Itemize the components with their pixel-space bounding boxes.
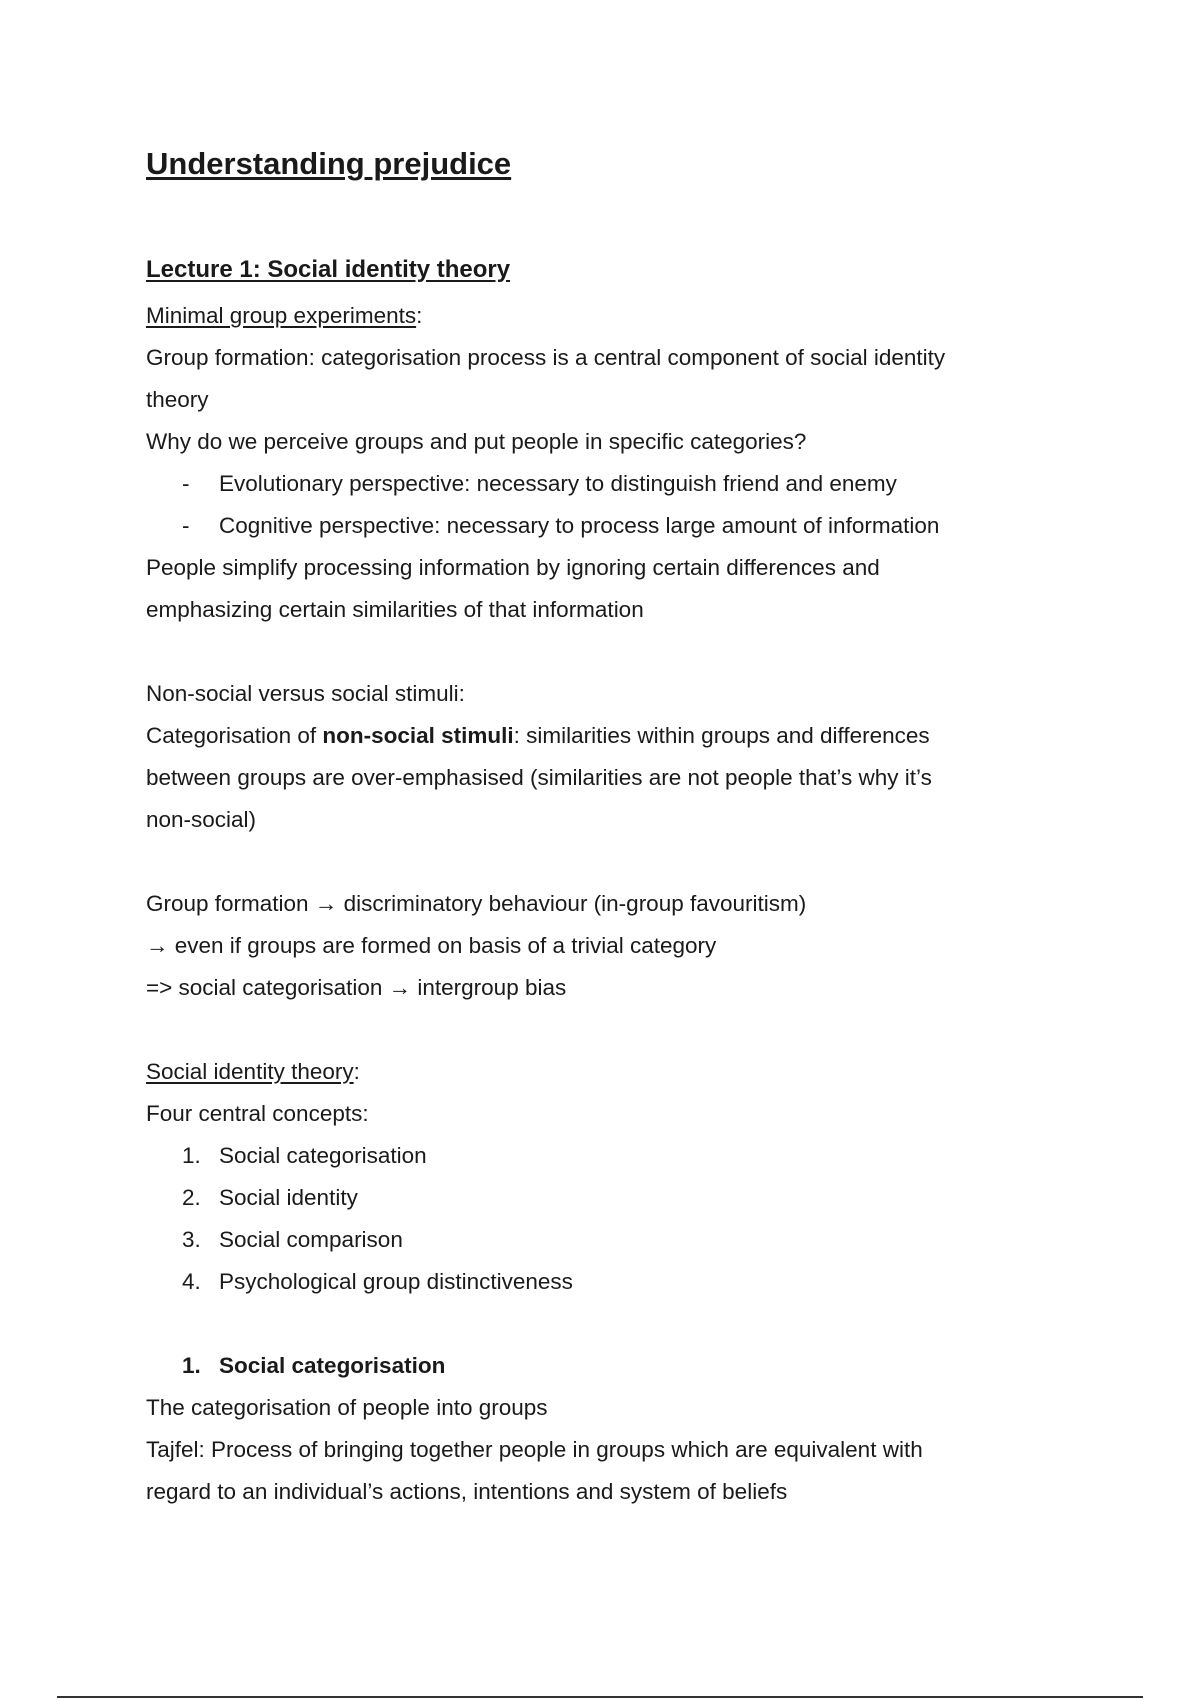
stimuli-line-1-suffix: : similarities within groups and differences	[513, 723, 930, 748]
document-body	[146, 295, 1046, 1513]
stimuli-heading: Non-social versus social stimuli:	[146, 681, 465, 706]
concept-number: 1.	[182, 1143, 201, 1168]
concept-label: Social categorisation	[219, 1143, 427, 1168]
sit-intro: Four central concepts:	[146, 1101, 369, 1126]
concept-item-1	[146, 1135, 1046, 1177]
concept-number: 3.	[182, 1227, 201, 1252]
formation-line-1: Group formation → discriminatory behaviour (in-group favouritism)	[146, 891, 807, 916]
section-1-line-2: Tajfel: Process of bringing together people in groups which are equivalent with	[146, 1437, 923, 1462]
concept-item-4	[146, 1261, 1046, 1303]
concept-number: 4.	[182, 1269, 201, 1294]
categories-question: Why do we perceive groups and put people in specific categories?	[146, 429, 807, 454]
sit-heading: Social identity theory	[146, 1059, 354, 1084]
lecture-heading: Lecture 1: Social identity theory	[146, 256, 511, 283]
simplify-line-1: People simplify processing information by ignoring certain differences and	[146, 555, 880, 580]
bullet-marker: -	[182, 471, 190, 496]
section-1-heading	[146, 1345, 1046, 1387]
bullet-marker: -	[182, 513, 190, 538]
section-1-title: Social categorisation	[219, 1353, 446, 1378]
concept-label: Social comparison	[219, 1227, 403, 1252]
minimal-group-heading-line	[146, 295, 1046, 337]
minimal-group-heading: Minimal group experiments	[146, 303, 417, 328]
stimuli-line-1-bold: non-social stimuli	[322, 723, 514, 748]
formation-line-3: => social categorisation → intergroup bias	[146, 975, 567, 1000]
simplify-line-2: emphasizing certain similarities of that information	[146, 597, 644, 622]
concept-item-3	[146, 1219, 1046, 1261]
section-1-number: 1.	[182, 1353, 201, 1378]
concept-label: Psychological group distinctiveness	[219, 1269, 573, 1294]
spacer	[146, 1009, 1046, 1051]
group-formation-line-2: theory	[146, 387, 209, 412]
concept-number: 2.	[182, 1185, 201, 1210]
sit-heading-colon: :	[353, 1059, 360, 1084]
minimal-group-heading-colon: :	[416, 303, 423, 328]
spacer	[146, 1303, 1046, 1345]
spacer	[146, 841, 1046, 883]
stimuli-line-1	[146, 715, 1046, 757]
group-formation-line-1: Group formation: categorisation process is a central component of social identity	[146, 345, 946, 370]
section-1-line-1: The categorisation of people into groups	[146, 1395, 548, 1420]
formation-line-2: → even if groups are formed on basis of a trivial category	[146, 933, 717, 958]
bullet-item-cognitive	[146, 505, 1046, 547]
section-1-line-3: regard to an individual’s actions, intentions and system of beliefs	[146, 1479, 788, 1504]
spacer	[146, 631, 1046, 673]
bullet-text: Evolutionary perspective: necessary to distinguish friend and enemy	[219, 471, 897, 496]
stimuli-line-1-prefix: Categorisation of	[146, 723, 323, 748]
bullet-text: Cognitive perspective: necessary to process large amount of information	[219, 513, 940, 538]
footer-rule	[57, 1696, 1143, 1698]
bullet-item-evolutionary	[146, 463, 1046, 505]
stimuli-line-3: non-social)	[146, 807, 257, 832]
stimuli-line-2: between groups are over-emphasised (similarities are not people that’s why it’s	[146, 765, 932, 790]
sit-heading-line	[146, 1051, 1046, 1093]
concept-label: Social identity	[219, 1185, 358, 1210]
concept-item-2	[146, 1177, 1046, 1219]
document-title: Understanding prejudice	[146, 146, 512, 181]
